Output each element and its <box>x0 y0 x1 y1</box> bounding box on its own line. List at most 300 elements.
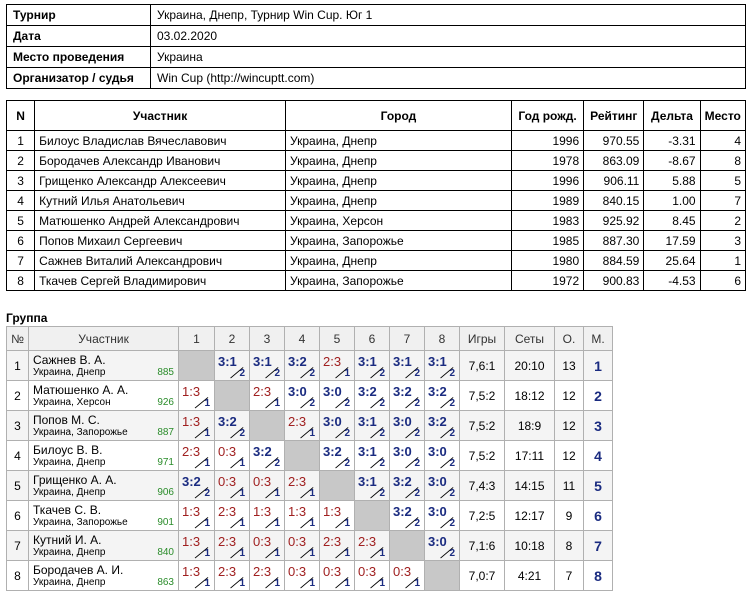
participant-cell: 5 <box>700 171 745 191</box>
match-score: 2:3 <box>218 534 237 549</box>
participant-cell: 4 <box>700 131 745 151</box>
group-points: 9 <box>555 501 584 531</box>
participants-column-header: Рейтинг <box>584 101 644 131</box>
participant-cell: Украина, Днепр <box>286 251 512 271</box>
match-result-cell <box>355 441 390 471</box>
match-result-cell <box>425 441 460 471</box>
group-player <box>29 561 179 591</box>
participant-cell: Украина, Днепр <box>286 151 512 171</box>
participant-cell: Кутний Илья Анатольевич <box>35 191 286 211</box>
group-row <box>7 351 613 381</box>
group-row-number: 2 <box>7 381 29 411</box>
match-points: 2 <box>274 368 280 379</box>
match-points: 2 <box>309 398 315 409</box>
group-column-header: 7 <box>390 327 425 351</box>
match-result-cell <box>425 531 460 561</box>
match-score: 1:3 <box>323 504 342 519</box>
match-result-cell <box>285 501 320 531</box>
match-result-cell <box>179 411 215 441</box>
match-points: 2 <box>309 368 315 379</box>
match-result-cell <box>425 411 460 441</box>
match-points: 1 <box>344 578 350 589</box>
match-points: 1 <box>344 368 350 379</box>
match-score: 0:3 <box>323 564 342 579</box>
match-score: 3:2 <box>393 474 412 489</box>
group-sets: 12:17 <box>505 501 555 531</box>
group-player-name: Бородачев А. И. <box>33 563 124 577</box>
participant-row <box>7 231 746 251</box>
group-player-rating: 885 <box>157 367 174 378</box>
group-row <box>7 441 613 471</box>
match-score: 1:3 <box>182 534 201 549</box>
match-points: 1 <box>344 548 350 559</box>
match-score: 3:2 <box>428 384 447 399</box>
match-result-cell <box>390 471 425 501</box>
group-title: Группа <box>6 311 48 325</box>
group-player-city-line <box>33 487 174 498</box>
group-row <box>7 411 613 441</box>
group-player-city: Украина, Запорожье <box>33 427 128 438</box>
match-result-cell <box>390 381 425 411</box>
match-score: 2:3 <box>288 414 307 429</box>
group-points: 12 <box>555 381 584 411</box>
group-place: 6 <box>584 501 613 531</box>
match-score: 2:3 <box>218 564 237 579</box>
match-result-cell <box>355 351 390 381</box>
group-player-name: Попов М. С. <box>33 413 100 427</box>
participant-cell: 840.15 <box>584 191 644 211</box>
group-player-rating: 971 <box>157 457 174 468</box>
participant-cell: 1985 <box>511 231 583 251</box>
match-score: 3:0 <box>428 534 447 549</box>
info-value: Украина, Днепр, Турнир Win Cup. Юг 1 <box>151 5 746 26</box>
match-result-cell <box>320 501 355 531</box>
match-result-cell <box>355 381 390 411</box>
participant-cell: Грищенко Александр Алексеевич <box>35 171 286 191</box>
match-points: 1 <box>204 428 210 439</box>
match-score: 1:3 <box>182 504 201 519</box>
match-score: 0:3 <box>288 534 307 549</box>
match-score: 0:3 <box>218 474 237 489</box>
match-points: 1 <box>379 548 385 559</box>
group-row <box>7 531 613 561</box>
group-row <box>7 471 613 501</box>
group-player-name: Кутний И. А. <box>33 533 102 547</box>
group-player-rating: 863 <box>157 577 174 588</box>
group-player-city: Украина, Херсон <box>33 397 111 408</box>
group-player-city: Украина, Днепр <box>33 577 106 588</box>
group-column-header: 5 <box>320 327 355 351</box>
match-result-cell <box>320 381 355 411</box>
match-result-cell <box>320 411 355 441</box>
group-place: 4 <box>584 441 613 471</box>
match-points: 1 <box>379 578 385 589</box>
match-result-cell <box>179 531 215 561</box>
match-points: 1 <box>204 398 210 409</box>
match-points: 1 <box>239 548 245 559</box>
group-player-city: Украина, Запорожье <box>33 517 128 528</box>
match-result-cell <box>179 561 215 591</box>
match-points: 1 <box>274 578 280 589</box>
group-column-header: Сеты <box>505 327 555 351</box>
match-points: 2 <box>379 398 385 409</box>
match-points: 1 <box>274 488 280 499</box>
participant-cell: 884.59 <box>584 251 644 271</box>
self-match-cell <box>425 561 460 591</box>
group-column-header: Участник <box>29 327 179 351</box>
participant-cell: 1978 <box>511 151 583 171</box>
participant-cell: 1980 <box>511 251 583 271</box>
match-score: 3:2 <box>428 414 447 429</box>
info-value: Win Cup (http://wincuptt.com) <box>151 68 746 89</box>
match-score: 3:1 <box>428 354 447 369</box>
participant-cell: 925.92 <box>584 211 644 231</box>
group-place: 2 <box>584 381 613 411</box>
participant-row <box>7 211 746 231</box>
participant-cell: Украина, Херсон <box>286 211 512 231</box>
group-player-name: Матюшенко А. А. <box>33 383 129 397</box>
match-result-cell <box>215 441 250 471</box>
group-column-header: 4 <box>285 327 320 351</box>
match-points: 1 <box>204 548 210 559</box>
match-points: 1 <box>274 398 280 409</box>
match-points: 1 <box>274 548 280 559</box>
match-result-cell <box>390 501 425 531</box>
group-points: 13 <box>555 351 584 381</box>
group-player-name: Билоус В. В. <box>33 443 103 457</box>
info-row <box>7 5 746 26</box>
match-points: 2 <box>379 458 385 469</box>
match-points: 2 <box>344 428 350 439</box>
participant-cell: 906.11 <box>584 171 644 191</box>
match-result-cell <box>320 561 355 591</box>
group-sets: 18:12 <box>505 381 555 411</box>
self-match-cell <box>250 411 285 441</box>
match-score: 3:1 <box>253 354 272 369</box>
match-score: 2:3 <box>323 534 342 549</box>
match-result-cell <box>355 471 390 501</box>
group-sets: 14:15 <box>505 471 555 501</box>
group-player-city-line <box>33 397 174 408</box>
match-result-cell <box>215 561 250 591</box>
match-result-cell <box>285 351 320 381</box>
match-points: 2 <box>414 368 420 379</box>
participant-cell: 887.30 <box>584 231 644 251</box>
participant-cell: 5.88 <box>644 171 700 191</box>
group-player-city-line <box>33 457 174 468</box>
participant-cell: 863.09 <box>584 151 644 171</box>
group-sets: 10:18 <box>505 531 555 561</box>
match-result-cell <box>250 351 285 381</box>
group-player-rating: 906 <box>157 487 174 498</box>
match-result-cell <box>285 381 320 411</box>
participants-column-header: Место <box>700 101 745 131</box>
match-score: 3:2 <box>288 354 307 369</box>
match-result-cell <box>425 351 460 381</box>
group-player <box>29 531 179 561</box>
match-points: 2 <box>449 488 455 499</box>
match-points: 1 <box>204 518 210 529</box>
info-label: Организатор / судья <box>7 68 151 89</box>
participant-cell: Украина, Днепр <box>286 171 512 191</box>
group-games: 7,4:3 <box>460 471 505 501</box>
match-result-cell <box>390 441 425 471</box>
participant-cell: 1983 <box>511 211 583 231</box>
match-result-cell <box>355 531 390 561</box>
match-score: 0:3 <box>253 474 272 489</box>
match-result-cell <box>250 501 285 531</box>
participant-cell: 7 <box>7 251 35 271</box>
match-score: 3:1 <box>358 414 377 429</box>
match-score: 3:0 <box>393 444 412 459</box>
group-player-city: Украина, Днепр <box>33 547 106 558</box>
group-player-rating: 840 <box>157 547 174 558</box>
match-score: 2:3 <box>182 444 201 459</box>
match-result-cell <box>215 351 250 381</box>
self-match-cell <box>355 501 390 531</box>
group-sets: 20:10 <box>505 351 555 381</box>
group-games: 7,2:5 <box>460 501 505 531</box>
match-points: 1 <box>309 578 315 589</box>
match-score: 0:3 <box>393 564 412 579</box>
match-result-cell <box>250 381 285 411</box>
match-points: 1 <box>239 518 245 529</box>
participant-cell: 2 <box>700 211 745 231</box>
group-row-number: 7 <box>7 531 29 561</box>
match-points: 2 <box>414 488 420 499</box>
match-points: 1 <box>414 578 420 589</box>
group-sets: 17:11 <box>505 441 555 471</box>
match-points: 2 <box>344 398 350 409</box>
group-player <box>29 411 179 441</box>
self-match-cell <box>285 441 320 471</box>
group-row-number: 3 <box>7 411 29 441</box>
group-player <box>29 471 179 501</box>
participant-cell: 1989 <box>511 191 583 211</box>
group-player-city: Украина, Днепр <box>33 487 106 498</box>
match-score: 1:3 <box>253 504 272 519</box>
group-points: 12 <box>555 441 584 471</box>
info-label: Дата <box>7 26 151 47</box>
info-label: Турнир <box>7 5 151 26</box>
match-score: 3:1 <box>358 444 377 459</box>
match-points: 2 <box>379 428 385 439</box>
match-score: 2:3 <box>323 354 342 369</box>
participant-row <box>7 191 746 211</box>
match-score: 3:1 <box>218 354 237 369</box>
group-player-city-line <box>33 517 174 528</box>
participant-cell: -3.31 <box>644 131 700 151</box>
participant-cell: -4.53 <box>644 271 700 291</box>
match-score: 3:0 <box>428 444 447 459</box>
match-points: 2 <box>379 488 385 499</box>
match-points: 1 <box>309 518 315 529</box>
match-result-cell <box>390 561 425 591</box>
group-player-city: Украина, Днепр <box>33 457 106 468</box>
match-points: 1 <box>309 488 315 499</box>
group-player-rating: 926 <box>157 397 174 408</box>
group-results-table <box>6 326 613 591</box>
match-points: 2 <box>449 428 455 439</box>
match-score: 3:0 <box>428 504 447 519</box>
match-points: 1 <box>309 548 315 559</box>
group-row-number: 6 <box>7 501 29 531</box>
match-score: 2:3 <box>253 564 272 579</box>
match-points: 2 <box>239 428 245 439</box>
participants-column-header: Год рожд. <box>511 101 583 131</box>
info-row <box>7 47 746 68</box>
match-points: 1 <box>204 578 210 589</box>
participant-cell: 7 <box>700 191 745 211</box>
participant-cell: Бородачев Александр Иванович <box>35 151 286 171</box>
group-games: 7,1:6 <box>460 531 505 561</box>
participant-cell: Билоус Владислав Вячеславович <box>35 131 286 151</box>
info-value: Украина <box>151 47 746 68</box>
match-result-cell <box>355 411 390 441</box>
match-score: 2:3 <box>288 474 307 489</box>
match-score: 3:2 <box>393 504 412 519</box>
match-score: 3:2 <box>253 444 272 459</box>
match-result-cell <box>250 561 285 591</box>
group-games: 7,0:7 <box>460 561 505 591</box>
match-points: 2 <box>449 458 455 469</box>
group-player <box>29 381 179 411</box>
match-result-cell <box>285 471 320 501</box>
participant-cell: Украина, Запорожье <box>286 231 512 251</box>
match-score: 1:3 <box>288 504 307 519</box>
participant-cell: 1996 <box>511 131 583 151</box>
match-points: 1 <box>239 488 245 499</box>
match-result-cell <box>179 381 215 411</box>
group-player-rating: 901 <box>157 517 174 528</box>
group-place: 1 <box>584 351 613 381</box>
match-score: 3:0 <box>393 414 412 429</box>
match-score: 3:0 <box>288 384 307 399</box>
match-score: 3:2 <box>218 414 237 429</box>
match-score: 3:1 <box>393 354 412 369</box>
match-result-cell <box>215 411 250 441</box>
match-score: 3:0 <box>323 414 342 429</box>
match-result-cell <box>285 411 320 441</box>
participant-cell: Украина, Днепр <box>286 191 512 211</box>
participant-cell: Украина, Запорожье <box>286 271 512 291</box>
group-row-number: 1 <box>7 351 29 381</box>
group-row-number: 4 <box>7 441 29 471</box>
group-row-number: 8 <box>7 561 29 591</box>
match-points: 1 <box>239 578 245 589</box>
participants-column-header: Участник <box>35 101 286 131</box>
match-result-cell <box>425 381 460 411</box>
group-player-city: Украина, Днепр <box>33 367 106 378</box>
group-column-header: 8 <box>425 327 460 351</box>
info-row <box>7 26 746 47</box>
match-result-cell <box>320 441 355 471</box>
match-score: 3:2 <box>323 444 342 459</box>
match-score: 0:3 <box>253 534 272 549</box>
group-row-number: 5 <box>7 471 29 501</box>
participant-cell: 970.55 <box>584 131 644 151</box>
match-points: 2 <box>449 518 455 529</box>
match-score: 3:1 <box>358 354 377 369</box>
group-column-header: 1 <box>179 327 215 351</box>
match-score: 1:3 <box>182 564 201 579</box>
group-row <box>7 501 613 531</box>
match-result-cell <box>320 531 355 561</box>
match-points: 2 <box>239 368 245 379</box>
group-player-city-line <box>33 577 174 588</box>
match-score: 3:2 <box>393 384 412 399</box>
group-games: 7,5:2 <box>460 441 505 471</box>
participant-cell: Украина, Днепр <box>286 131 512 151</box>
group-player <box>29 441 179 471</box>
group-place: 3 <box>584 411 613 441</box>
group-player-city-line <box>33 367 174 378</box>
participant-row <box>7 131 746 151</box>
participants-table <box>6 100 746 291</box>
match-points: 2 <box>449 548 455 559</box>
participant-cell: 4 <box>7 191 35 211</box>
match-points: 2 <box>204 488 210 499</box>
group-column-header: № <box>7 327 29 351</box>
match-points: 1 <box>344 518 350 529</box>
match-result-cell <box>355 561 390 591</box>
match-points: 2 <box>414 398 420 409</box>
match-score: 2:3 <box>358 534 377 549</box>
group-points: 7 <box>555 561 584 591</box>
group-place: 5 <box>584 471 613 501</box>
match-result-cell <box>250 531 285 561</box>
match-result-cell <box>179 501 215 531</box>
participant-cell: 6 <box>700 271 745 291</box>
participant-cell: -8.67 <box>644 151 700 171</box>
match-score: 0:3 <box>218 444 237 459</box>
match-score: 2:3 <box>253 384 272 399</box>
self-match-cell <box>215 381 250 411</box>
participant-cell: 1 <box>7 131 35 151</box>
match-points: 1 <box>204 458 210 469</box>
match-result-cell <box>285 561 320 591</box>
group-games: 7,6:1 <box>460 351 505 381</box>
participant-row <box>7 171 746 191</box>
info-row <box>7 68 746 89</box>
match-points: 2 <box>414 458 420 469</box>
match-score: 3:2 <box>358 384 377 399</box>
match-result-cell <box>425 471 460 501</box>
info-value: 03.02.2020 <box>151 26 746 47</box>
group-points: 12 <box>555 411 584 441</box>
group-player-name: Сажнев В. А. <box>33 353 106 367</box>
group-games: 7,5:2 <box>460 381 505 411</box>
group-player-rating: 887 <box>157 427 174 438</box>
group-player-city-line <box>33 427 174 438</box>
match-score: 0:3 <box>358 564 377 579</box>
group-column-header: 3 <box>250 327 285 351</box>
match-result-cell <box>250 471 285 501</box>
match-score: 3:2 <box>182 474 201 489</box>
match-points: 1 <box>274 518 280 529</box>
group-games: 7,5:2 <box>460 411 505 441</box>
match-score: 1:3 <box>182 414 201 429</box>
participant-cell: Матюшенко Андрей Александрович <box>35 211 286 231</box>
match-result-cell <box>215 531 250 561</box>
match-result-cell <box>390 411 425 441</box>
match-points: 2 <box>414 428 420 439</box>
match-result-cell <box>390 351 425 381</box>
self-match-cell <box>179 351 215 381</box>
participant-cell: 1996 <box>511 171 583 191</box>
participant-cell: 1.00 <box>644 191 700 211</box>
participant-cell: Ткачев Сергей Владимирович <box>35 271 286 291</box>
